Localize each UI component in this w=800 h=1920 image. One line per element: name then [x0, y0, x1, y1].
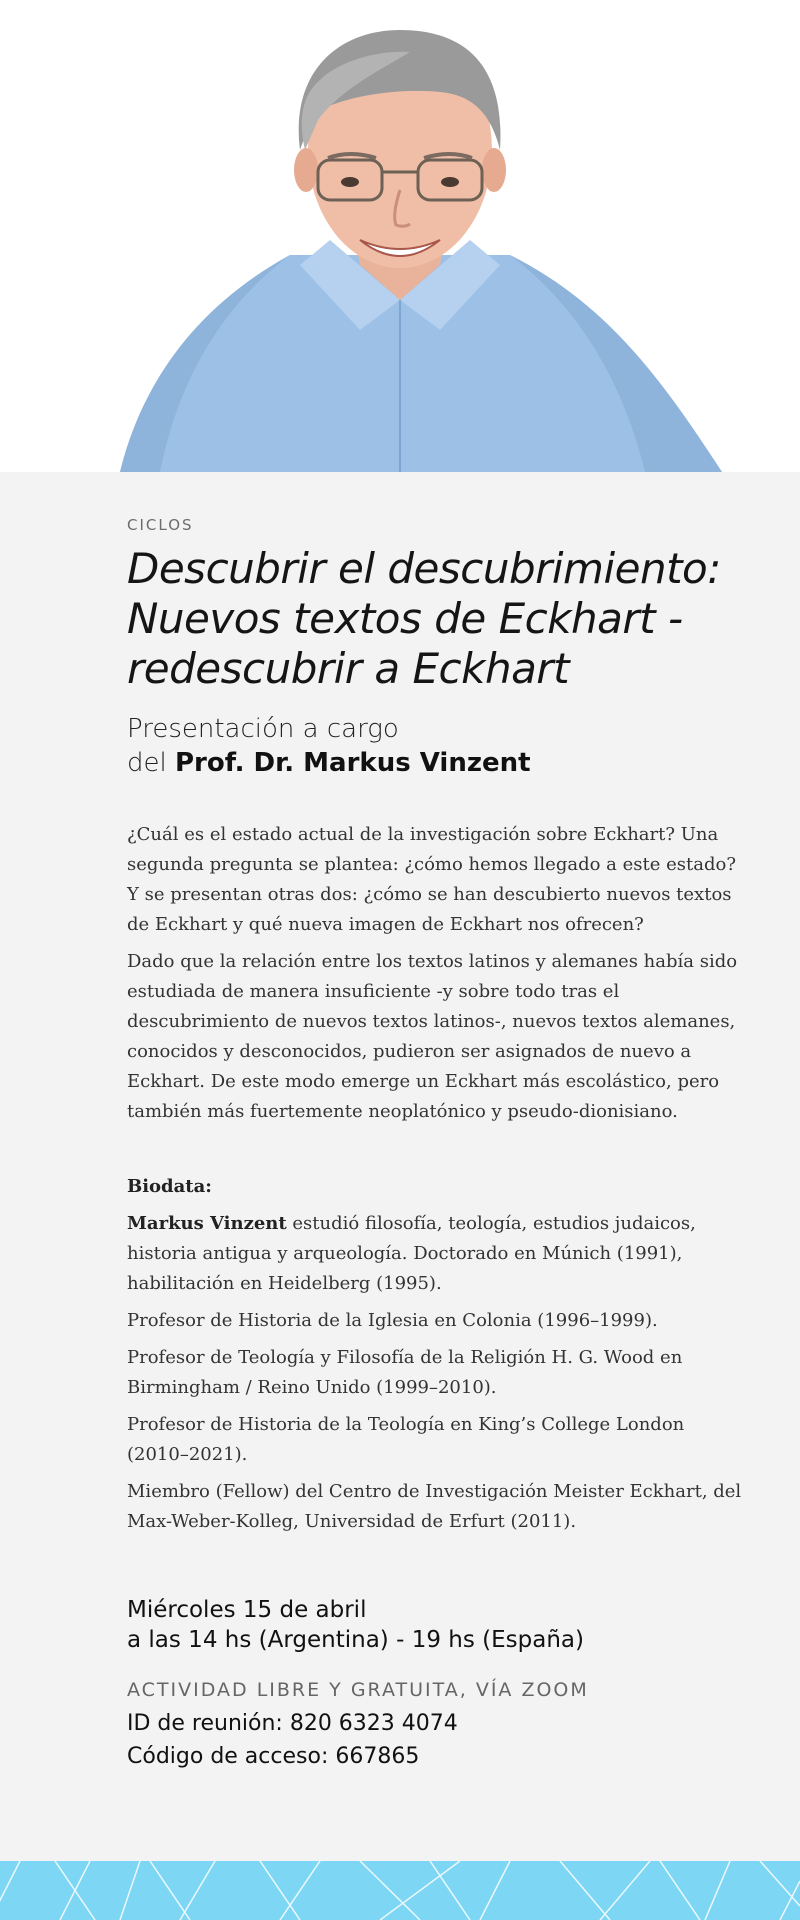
event-date	[127, 1595, 747, 1655]
event-details	[127, 1595, 747, 1773]
presenter-intro: Presentación a cargo	[127, 714, 399, 744]
geometric-lines-pattern-icon	[0, 1861, 800, 1920]
biodata-name: Markus Vinzent	[127, 1213, 287, 1234]
description	[127, 820, 747, 1127]
presenter-prefix: del	[127, 748, 175, 778]
meeting-passcode: Código de acceso: 667865	[127, 1744, 420, 1769]
access-note: ACTIVIDAD LIBRE Y GRATUITA, VÍA ZOOM	[127, 1679, 589, 1701]
event-content	[127, 472, 747, 1773]
description-paragraph: Dado que la relación entre los textos latinos y alemanes había sido estudiada de manera insuficiente -y sobre todo tras el descubrimiento de nuevos textos latinos-, nuevos textos alemanes, conocidos y desconocidos, pudieron ser asignados de nuevo a Eckhart. De este modo emerge un Eckhart más escolástico, pero también más fuertemente neoplatónico y pseudo-dionisiano.	[127, 951, 738, 1122]
biodata-intro-text: estudió filosofía, teología, estudios judaicos, historia antigua y arqueología. Doctorado en Múnich (1991), habilitación en Heidelberg (1995).	[127, 1213, 696, 1294]
event-time-text: a las 14 hs (Argentina) - 19 hs (España)	[127, 1627, 584, 1653]
biodata-item: Profesor de Teología y Filosofía de la Religión H. G. Wood en Birmingham / Reino Unido (1999–2010).	[127, 1347, 683, 1398]
event-date-text: Miércoles 15 de abril	[127, 1597, 367, 1623]
biodata-heading: Biodata:	[127, 1176, 212, 1197]
meeting-id: ID de reunión: 820 6323 4074	[127, 1711, 458, 1736]
biodata-section	[127, 1172, 747, 1537]
description-paragraph: ¿Cuál es el estado actual de la investigación sobre Eckhart? Una segunda pregunta se plantea: ¿cómo hemos llegado a este estado? Y se presentan otras dos: ¿cómo se han descubierto nuevos textos de Eckhart y qué nueva imagen de Eckhart nos ofrecen?	[127, 824, 736, 935]
biodata-item: Profesor de Historia de la Iglesia en Colonia (1996–1999).	[127, 1310, 658, 1331]
event-title-line: redescubrir a Eckhart	[127, 644, 570, 693]
footer-band	[0, 1861, 800, 1920]
biodata-intro	[127, 1209, 747, 1299]
presenter-line	[127, 712, 747, 780]
biodata-item: Miembro (Fellow) del Centro de Investigación Meister Eckhart, del Max-Weber-Kolleg, Universidad de Erfurt (2011).	[127, 1481, 742, 1532]
zoom-details	[127, 1707, 747, 1773]
speaker-photo-area	[0, 0, 800, 472]
category-kicker: CICLOS	[127, 516, 194, 534]
speaker-portrait	[0, 0, 800, 472]
event-title-line: Descubrir el descubrimiento:	[127, 544, 721, 593]
event-title	[127, 544, 747, 694]
presenter-name: Prof. Dr. Markus Vinzent	[175, 748, 531, 778]
biodata-item: Profesor de Historia de la Teología en King’s College London (2010–2021).	[127, 1414, 685, 1465]
event-title-line: Nuevos textos de Eckhart -	[127, 594, 683, 643]
